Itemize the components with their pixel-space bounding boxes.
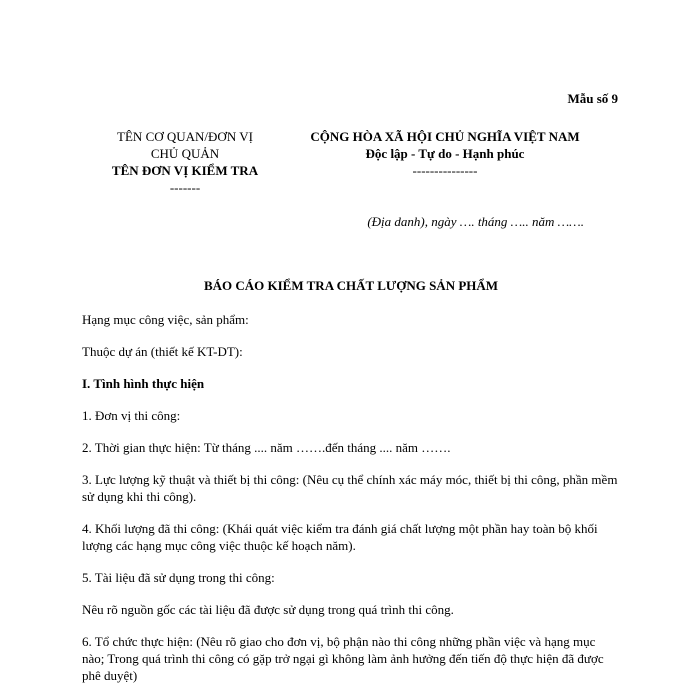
paragraph-documents-origin: Nêu rõ nguồn gốc các tài liệu đã được sử dụng trong quá trình thi công. xyxy=(82,602,454,617)
issuing-agency-header xyxy=(80,128,290,196)
paragraph-implementation-time: 2. Thời gian thực hiện: Từ tháng .... năm …….đến tháng .... năm ……. xyxy=(82,440,451,455)
section-heading-implementation: I. Tình hình thực hiện xyxy=(82,376,205,391)
paragraph-work-item: Hạng mục công việc, sản phẩm: xyxy=(82,312,249,327)
document-body xyxy=(82,311,620,699)
agency-line-1: TÊN CƠ QUAN/ĐƠN VỊ xyxy=(117,129,253,144)
inspection-unit-name: TÊN ĐƠN VỊ KIỂM TRA xyxy=(111,163,259,178)
national-motto-header xyxy=(268,128,622,179)
motto-divider: --------------- xyxy=(412,163,478,178)
paragraph-technical-resources: 3. Lực lượng kỹ thuật và thiết bị thi công: (Nêu cụ thể chính xác máy móc, thiết bị thi công, phần mềm sử dụng khi thi công). xyxy=(82,472,618,504)
paragraph-construction-unit: 1. Đơn vị thi công: xyxy=(82,408,181,423)
paragraph-project: Thuộc dự án (thiết kế KT-DT): xyxy=(82,344,243,359)
country-name: CỘNG HÒA XÃ HỘI CHỦ NGHĨA VIỆT NAM xyxy=(310,129,580,144)
document-title: BÁO CÁO KIỂM TRA CHẤT LƯỢNG SẢN PHẨM xyxy=(203,278,499,293)
national-motto: Độc lập - Tự do - Hạnh phúc xyxy=(365,146,525,161)
agency-line-2: CHỦ QUẢN xyxy=(150,146,220,161)
paragraph-organization: 6. Tổ chức thực hiện: (Nêu rõ giao cho đơn vị, bộ phận nào thi công những phần việc và hạng mục nào; Trong quá trình thi công có gặp trở ngại gì không làm ảnh hưởng đến tiến độ thực hiện đã được phê duyệt) xyxy=(82,634,604,683)
place-and-date: (Địa danh), ngày …. tháng ….. năm ……. xyxy=(367,214,584,229)
form-number: Mẫu số 9 xyxy=(567,91,618,106)
paragraph-documents-used: 5. Tài liệu đã sử dụng trong thi công: xyxy=(82,570,275,585)
paragraph-volume: 4. Khối lượng đã thi công: (Khái quát việc kiểm tra đánh giá chất lượng một phần hay toàn bộ khối lượng các hạng mục công việc thuộc kế hoạch năm). xyxy=(82,521,598,553)
agency-divider: ------- xyxy=(169,180,201,195)
